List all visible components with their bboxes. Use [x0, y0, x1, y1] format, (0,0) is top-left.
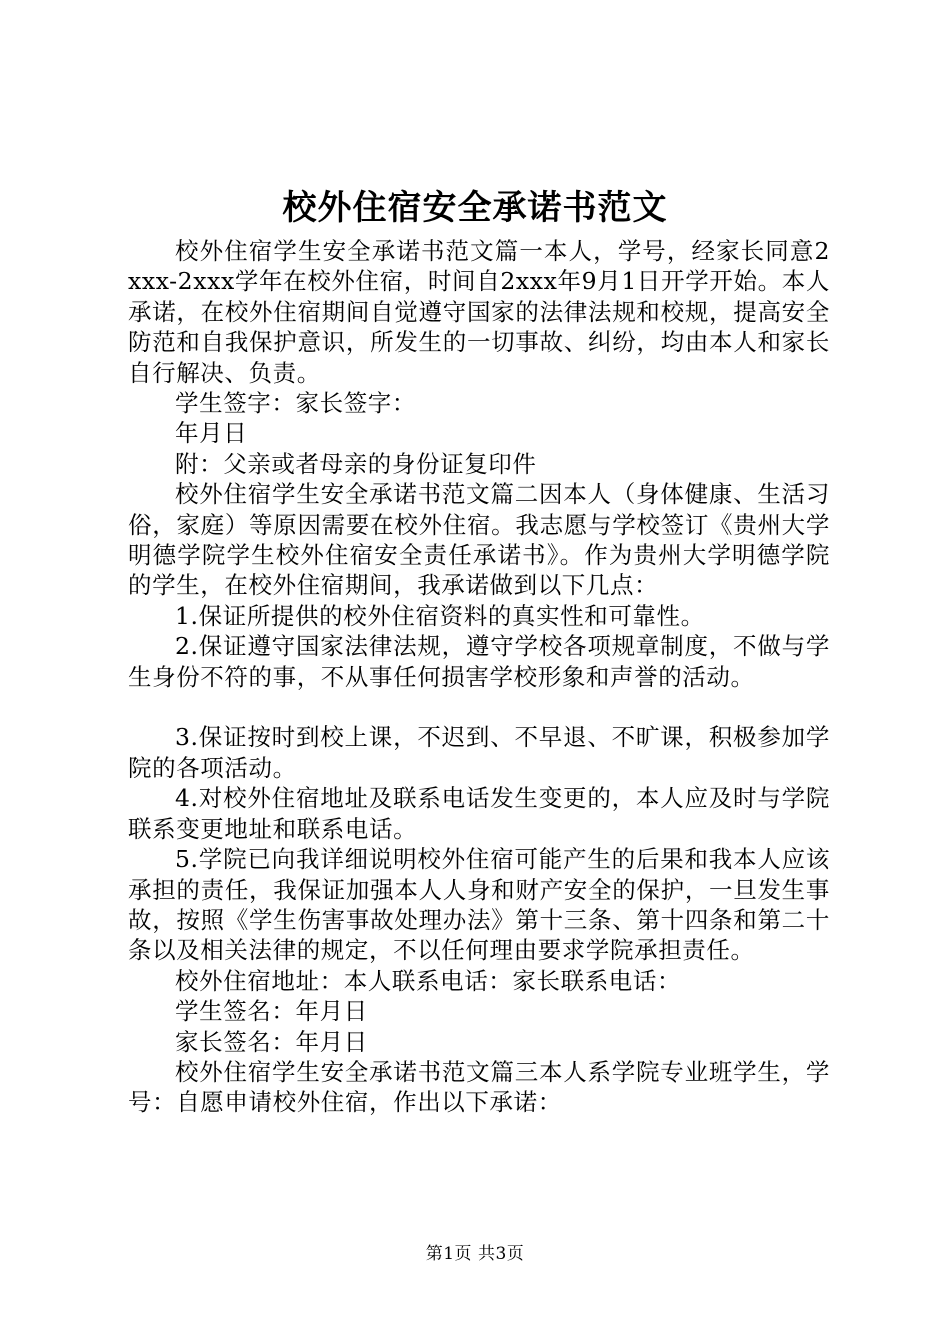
paragraph-attachment: 附：父亲或者母亲的身份证复印件	[175, 449, 537, 478]
paragraph-date-1: 年月日	[175, 419, 248, 448]
paragraph-intro-2: 校外住宿学生安全承诺书范文篇二因本人（身体健康、生活习俗，家庭）等原因需要在校外住宿。我志愿与学校签订《贵州大学明德学院学生校外住宿安全责任承诺书》。作为贵州大学明德学院的学生，在校外住宿期间，我承诺做到以下几点：	[128, 480, 830, 600]
paragraph-intro-3: 校外住宿学生安全承诺书范文篇三本人系学院专业班学生，学号：自愿申请校外住宿，作出以下承诺：	[128, 1057, 830, 1117]
paragraph-spacer	[128, 692, 830, 722]
paragraph-student-signature: 学生签名：年月日	[175, 997, 368, 1026]
page-footer: 第1页 共3页	[425, 1244, 525, 1264]
paragraph-contact: 校外住宿地址：本人联系电话：家长联系电话：	[175, 966, 682, 995]
document-title: 校外住宿安全承诺书范文	[282, 188, 668, 228]
paragraph-intro-1: 校外住宿学生安全承诺书范文篇一本人，学号，经家长同意2xxx-2xxx学年在校外住宿，时间自2xxx年9月1日开学开始。本人承诺，在校外住宿期间自觉遵守国家的法律法规和校规，提高安全防范和自我保护意识，所发生的一切事故、纠纷，均由本人和家长自行解决、负责。	[128, 237, 830, 387]
paragraph-item-5: 5.学院已向我详细说明校外住宿可能产生的后果和我本人应该承担的责任，我保证加强本人人身和财产安全的保护，一旦发生事故，按照《学生伤害事故处理办法》第十三条、第十四条和第二十条以及相关法律的规定，不以任何理由要求学院承担责任。	[128, 845, 830, 965]
paragraph-signature-1: 学生签字：家长签字：	[175, 389, 416, 418]
paragraph-item-4: 4.对校外住宿地址及联系电话发生变更的，本人应及时与学院联系变更地址和联系电话。	[128, 784, 830, 843]
paragraph-item-3: 3.保证按时到校上课，不迟到、不早退、不旷课，积极参加学院的各项活动。	[128, 723, 830, 782]
paragraph-item-1: 1.保证所提供的校外住宿资料的真实性和可靠性。	[175, 601, 705, 630]
paragraph-parent-signature: 家长签名：年月日	[175, 1027, 368, 1056]
paragraph-item-2: 2.保证遵守国家法律法规，遵守学校各项规章制度，不做与学生身份不符的事，不从事任何损害学校形象和声誉的活动。	[128, 632, 830, 691]
document-body	[128, 236, 830, 1118]
